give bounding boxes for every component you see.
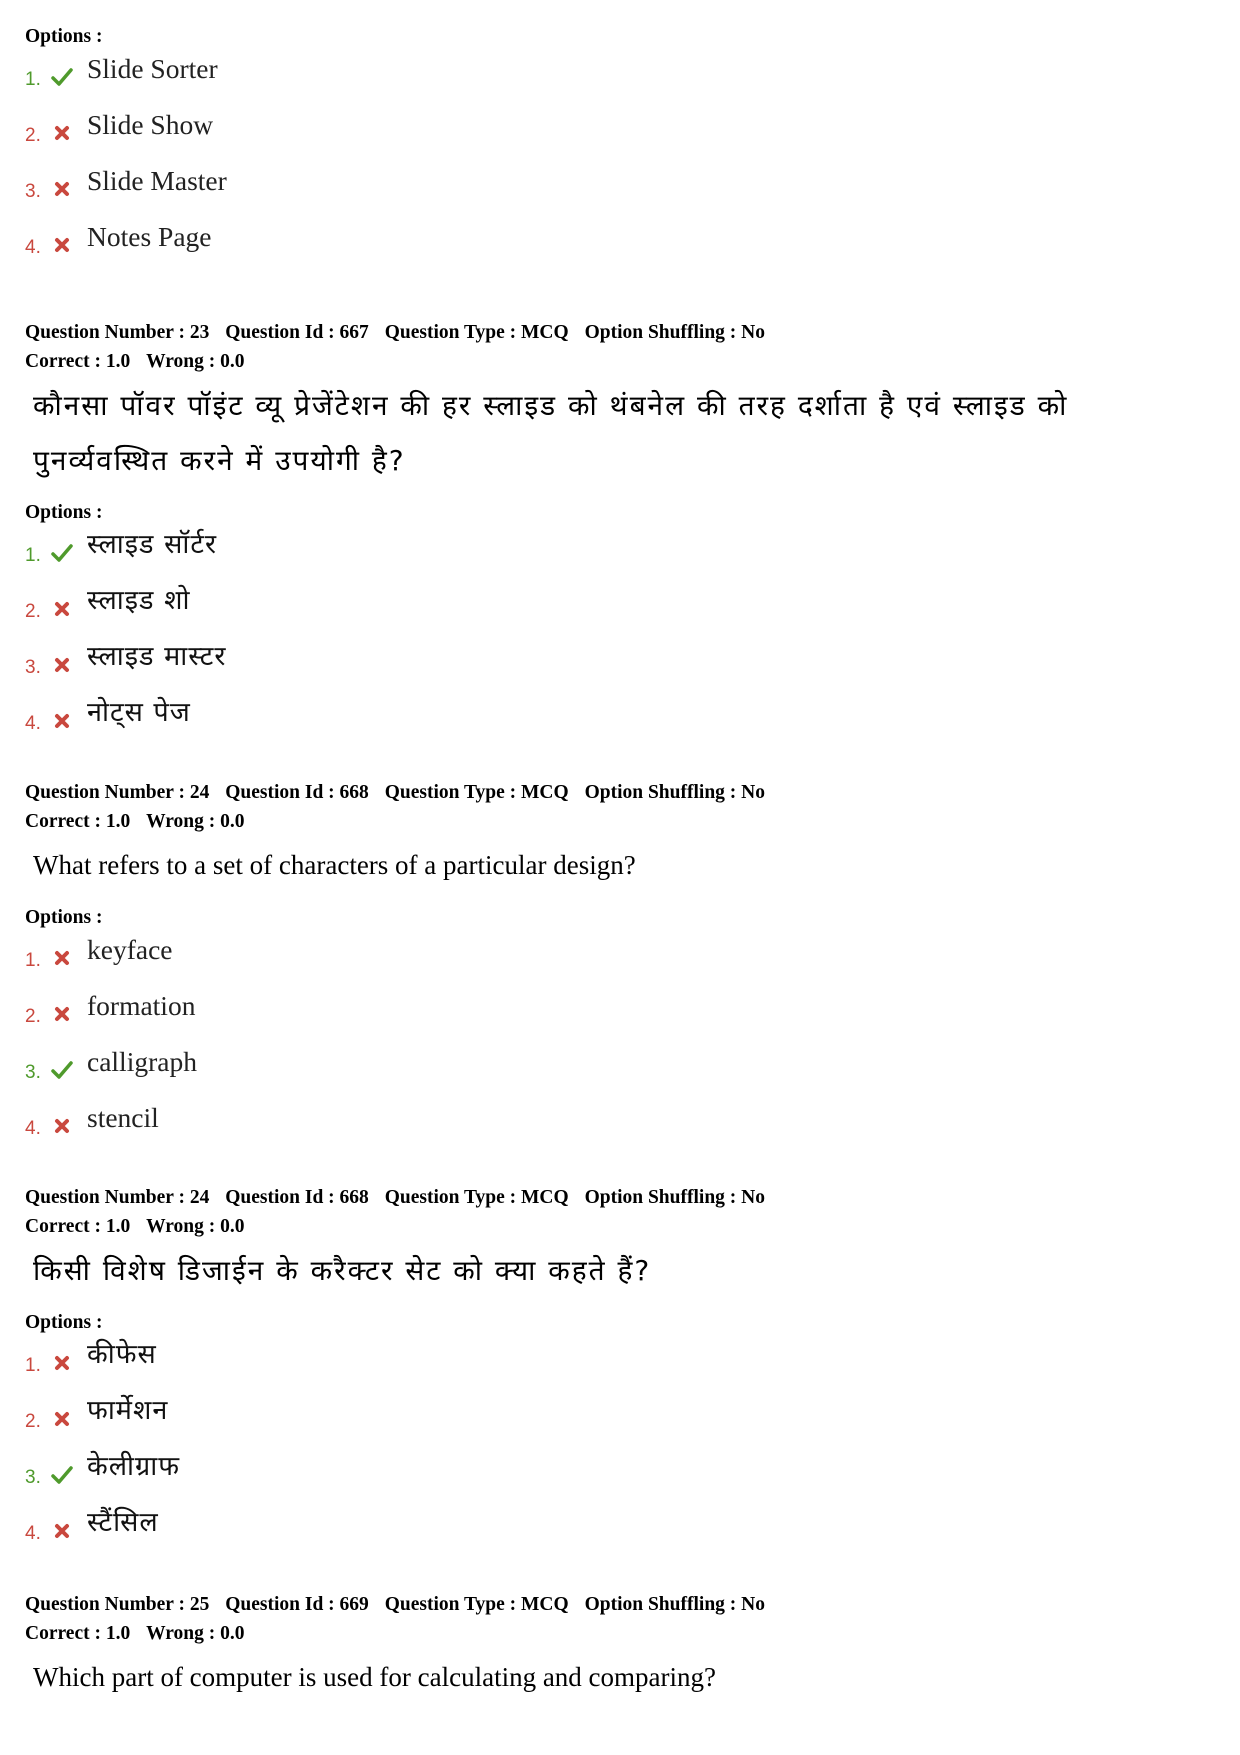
- cross-icon: [50, 709, 74, 733]
- marks-wrong: Wrong : 0.0: [146, 811, 245, 832]
- option-item: [25, 1337, 1205, 1393]
- option-text: formation: [87, 990, 196, 1021]
- marks-wrong: Wrong : 0.0: [146, 351, 245, 372]
- marks-correct: Correct : 1.0: [25, 351, 131, 372]
- question-marks: [25, 347, 1205, 376]
- options-list: [25, 51, 1205, 275]
- option-text: Notes Page: [87, 221, 212, 252]
- cross-icon: [50, 1002, 74, 1026]
- top-options-block: [25, 22, 1205, 275]
- option-shuffling: Option Shuffling : No: [584, 322, 765, 343]
- cross-icon: [50, 121, 74, 145]
- cross-icon: [50, 597, 74, 621]
- option-text: stencil: [87, 1102, 159, 1133]
- option-number: 4.: [25, 237, 41, 258]
- checkmark-icon: [50, 65, 74, 89]
- option-number: 4.: [25, 713, 41, 734]
- question-id: Question Id : 668: [225, 782, 369, 803]
- option-item: [25, 51, 1205, 107]
- option-number: 2.: [25, 1006, 41, 1027]
- option-item: [25, 1100, 1205, 1156]
- option-number: 3.: [25, 181, 41, 202]
- cross-icon: [50, 653, 74, 677]
- question-block: [25, 318, 1205, 751]
- option-item: [25, 219, 1205, 275]
- cross-icon: [50, 1407, 74, 1431]
- options-list: [25, 932, 1205, 1156]
- option-shuffling: Option Shuffling : No: [584, 782, 765, 803]
- option-shuffling: Option Shuffling : No: [584, 1594, 765, 1615]
- question-meta: [25, 1183, 1205, 1212]
- option-item: [25, 107, 1205, 163]
- checkmark-icon: [50, 1058, 74, 1082]
- option-text: स्लाइड शो: [87, 585, 191, 616]
- question-block: [25, 1590, 1205, 1705]
- question-type: Question Type : MCQ: [384, 322, 569, 343]
- options-label: Options :: [25, 26, 103, 47]
- option-text: keyface: [87, 934, 173, 965]
- marks-correct: Correct : 1.0: [25, 1623, 131, 1644]
- question-id: Question Id : 669: [225, 1594, 369, 1615]
- option-text: स्लाइड मास्टर: [87, 641, 227, 672]
- question-type: Question Type : MCQ: [384, 782, 569, 803]
- options-label: Options :: [25, 1312, 103, 1333]
- cross-icon: [50, 1519, 74, 1543]
- option-text: फार्मेशन: [87, 1395, 169, 1426]
- question-block: [25, 1183, 1205, 1561]
- question-block: [25, 778, 1205, 1156]
- question-number: Question Number : 23: [25, 322, 210, 343]
- option-number: 1.: [25, 1355, 41, 1376]
- cross-icon: [50, 946, 74, 970]
- option-item: [25, 163, 1205, 219]
- option-text: नोट्स पेज: [87, 697, 191, 728]
- option-shuffling: Option Shuffling : No: [584, 1187, 765, 1208]
- option-number: 2.: [25, 125, 41, 146]
- option-item: [25, 1449, 1205, 1505]
- question-text: Which part of computer is used for calculating and comparing?: [33, 1662, 717, 1692]
- option-item: [25, 639, 1205, 695]
- option-text: Slide Master: [87, 165, 227, 196]
- option-number: 3.: [25, 1062, 41, 1083]
- checkmark-icon: [50, 541, 74, 565]
- option-text: Slide Show: [87, 109, 214, 140]
- question-type: Question Type : MCQ: [384, 1187, 569, 1208]
- option-text: कीफेस: [87, 1339, 157, 1370]
- question-text: What refers to a set of characters of a particular design?: [33, 850, 636, 880]
- option-number: 3.: [25, 657, 41, 678]
- option-text: स्लाइड सॉर्टर: [87, 529, 217, 560]
- options-label: Options :: [25, 502, 103, 523]
- cross-icon: [50, 1351, 74, 1375]
- option-item: [25, 583, 1205, 639]
- options-label: Options :: [25, 907, 103, 928]
- question-marks: [25, 1619, 1205, 1648]
- cross-icon: [50, 1114, 74, 1138]
- marks-wrong: Wrong : 0.0: [146, 1623, 245, 1644]
- option-item: [25, 1505, 1205, 1561]
- options-list: [25, 1337, 1205, 1561]
- option-number: 1.: [25, 950, 41, 971]
- option-text: स्टैंसिल: [87, 1507, 159, 1538]
- option-item: [25, 527, 1205, 583]
- option-item: [25, 695, 1205, 751]
- option-number: 2.: [25, 601, 41, 622]
- question-meta: [25, 778, 1205, 807]
- question-id: Question Id : 668: [225, 1187, 369, 1208]
- option-text: Slide Sorter: [87, 53, 218, 84]
- question-number: Question Number : 24: [25, 1187, 210, 1208]
- option-text: केलीग्राफ: [87, 1451, 181, 1482]
- option-number: 2.: [25, 1411, 41, 1432]
- question-text: कौनसा पॉवर पॉइंट व्यू प्रेजेंटेशन की हर स्लाइड को थंबनेल की तरह दर्शाता है एवं स्लाइड को पुनर्व्यवस्थित करने में उपयोगी है?: [33, 389, 1069, 477]
- checkmark-icon: [50, 1463, 74, 1487]
- question-type: Question Type : MCQ: [384, 1594, 569, 1615]
- question-number: Question Number : 25: [25, 1594, 210, 1615]
- question-text: किसी विशेष डिजाईन के करैक्टर सेट को क्या कहते हैं?: [33, 1254, 652, 1287]
- question-marks: [25, 807, 1205, 836]
- option-item: [25, 1044, 1205, 1100]
- marks-correct: Correct : 1.0: [25, 811, 131, 832]
- options-list: [25, 527, 1205, 751]
- question-meta: [25, 1590, 1205, 1619]
- cross-icon: [50, 233, 74, 257]
- option-number: 3.: [25, 1467, 41, 1488]
- option-text: calligraph: [87, 1046, 197, 1077]
- option-number: 1.: [25, 545, 41, 566]
- option-number: 4.: [25, 1523, 41, 1544]
- question-number: Question Number : 24: [25, 782, 210, 803]
- option-number: 1.: [25, 69, 41, 90]
- option-item: [25, 988, 1205, 1044]
- question-id: Question Id : 667: [225, 322, 369, 343]
- option-item: [25, 1393, 1205, 1449]
- marks-wrong: Wrong : 0.0: [146, 1216, 245, 1237]
- question-marks: [25, 1212, 1205, 1241]
- marks-correct: Correct : 1.0: [25, 1216, 131, 1237]
- option-item: [25, 932, 1205, 988]
- question-meta: [25, 318, 1205, 347]
- option-number: 4.: [25, 1118, 41, 1139]
- cross-icon: [50, 177, 74, 201]
